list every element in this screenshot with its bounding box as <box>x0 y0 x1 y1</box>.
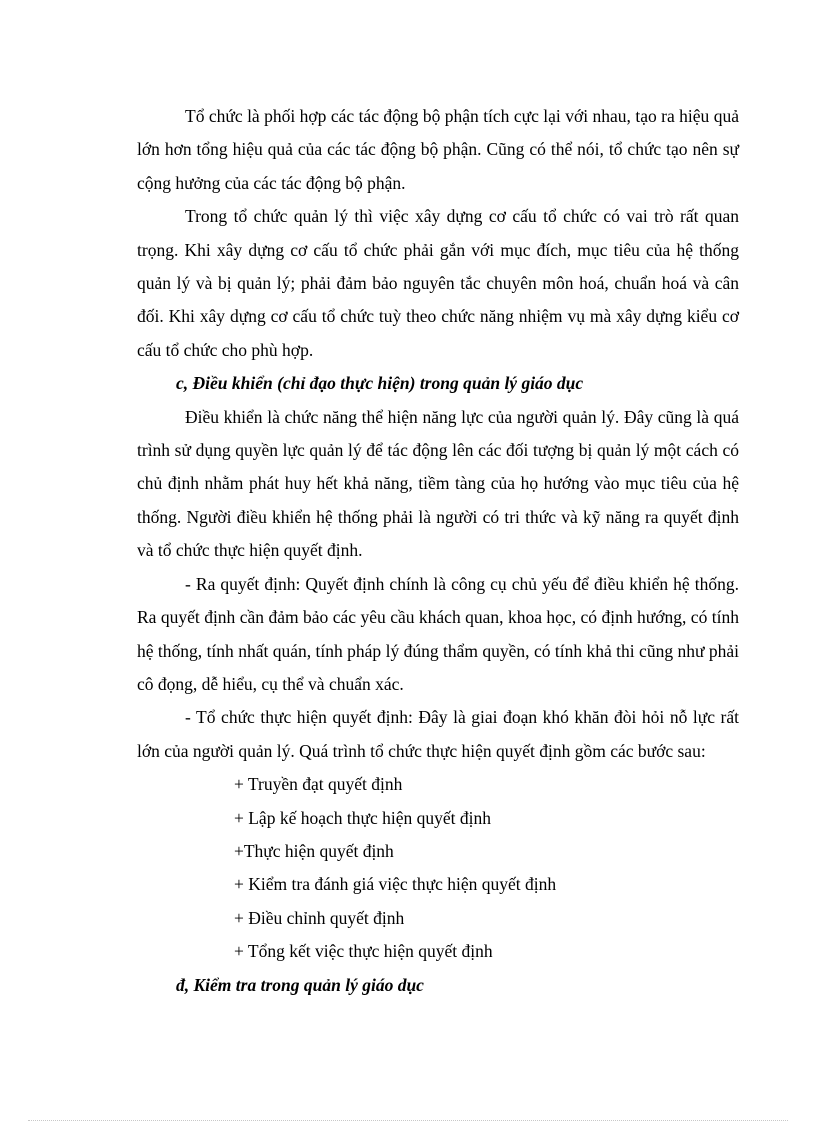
list-item: + Lập kế hoạch thực hiện quyết định <box>234 807 491 828</box>
implementation-steps-list <box>137 768 739 968</box>
section-heading-inspection: đ, Kiểm tra trong quản lý giáo dục <box>176 974 424 995</box>
list-item: + Điều chỉnh quyết định <box>234 907 405 928</box>
page-bottom-divider <box>28 1120 788 1121</box>
paragraph-decision-making: - Ra quyết định: Quyết định chính là công cụ chủ yếu để điều khiển hệ thống. Ra quyết định cần đảm bảo các yêu cầu khách quan, khoa học, có định hướng, có tính hệ thống, tính nhất quán, tính pháp lý đúng thẩm quyền, có tính khả thi cũng như phải cô đọng, dễ hiểu, cụ thể và chuẩn xác. <box>137 573 739 694</box>
section-heading-control: c, Điều khiển (chỉ đạo thực hiện) trong quản lý giáo dục <box>176 373 584 394</box>
paragraph-organization-definition: Tổ chức là phối hợp các tác động bộ phận tích cực lại với nhau, tạo ra hiệu quả lớn hơn tổng hiệu quả của các tác động bộ phận. Cũng có thể nói, tổ chức tạo nên sự cộng hưởng của các tác động bộ phận. <box>137 106 739 193</box>
document-page <box>137 100 739 1002</box>
paragraph-organization-structure: Trong tổ chức quản lý thì việc xây dựng cơ cấu tổ chức có vai trò rất quan trọng. Khi xây dựng cơ cấu tổ chức phải gắn với mục đích, mục tiêu của hệ thống quản lý và bị quản lý; phải đảm bảo nguyên tắc chuyên môn hoá, chuẩn hoá và cân đối. Khi xây dựng cơ cấu tổ chức tuỳ theo chức năng nhiệm vụ mà xây dựng kiểu cơ cấu tổ chức cho phù hợp. <box>137 206 739 360</box>
paragraph-decision-implementation: - Tổ chức thực hiện quyết định: Đây là giai đoạn khó khăn đòi hỏi nỗ lực rất lớn của người quản lý. Quá trình tổ chức thực hiện quyết định gồm các bước sau: <box>137 707 739 761</box>
list-item: + Truyền đạt quyết định <box>234 774 403 795</box>
list-item: +Thực hiện quyết định <box>234 840 394 861</box>
paragraph-control-definition: Điều khiển là chức năng thể hiện năng lực của người quản lý. Đây cũng là quá trình sử dụng quyền lực quản lý để tác động lên các đối tượng bị quản lý một cách có chủ định nhằm phát huy hết khả năng, tiềm tàng của họ hướng vào mục tiêu của hệ thống. Người điều khiển hệ thống phải là người có tri thức và kỹ năng ra quyết định và tổ chức thực hiện quyết định. <box>137 406 739 561</box>
list-item: + Tổng kết việc thực hiện quyết định <box>234 941 493 962</box>
list-item: + Kiểm tra đánh giá việc thực hiện quyết định <box>234 874 557 895</box>
